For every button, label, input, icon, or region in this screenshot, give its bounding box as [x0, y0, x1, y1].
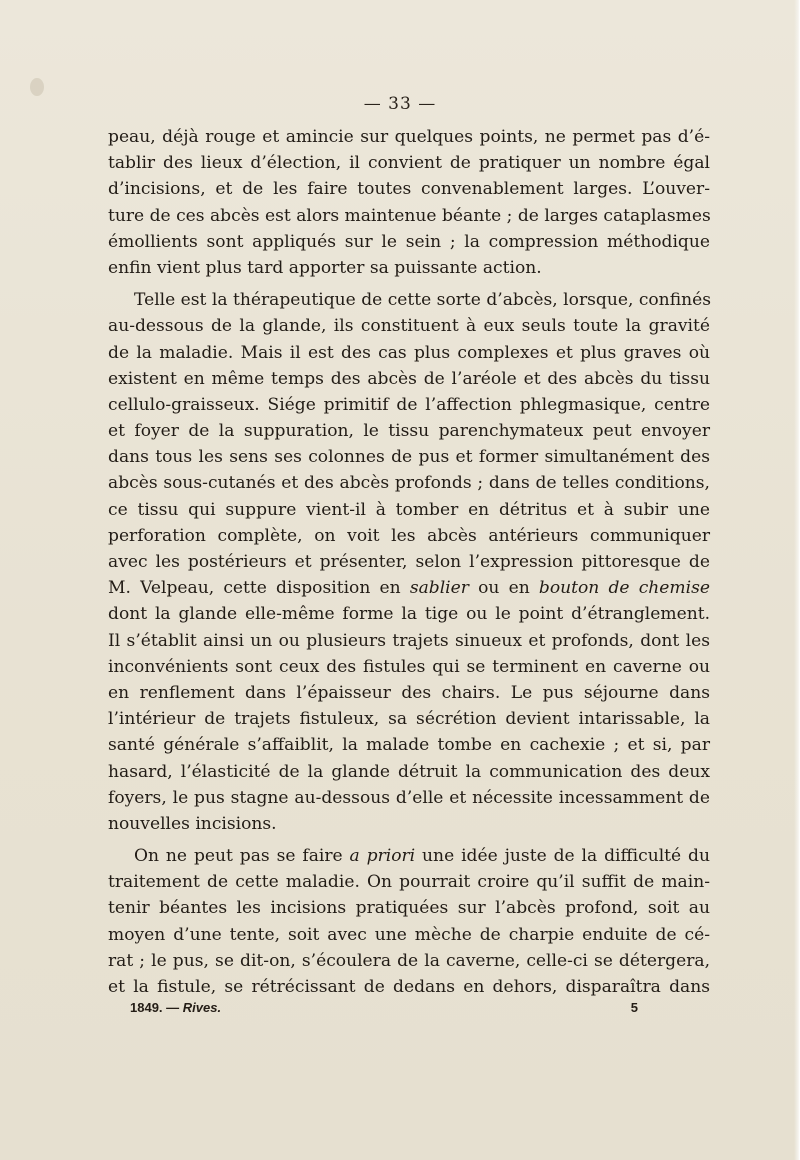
- text-line: dans tous les sens ses colonnes de pus et former simultanément des: [108, 447, 710, 468]
- text-line: On ne peut pas se faire a priori une idée juste de la difficulté du: [134, 846, 710, 867]
- text-line: perforation complète, on voit les abcès antérieurs communiquer: [108, 525, 710, 546]
- printer-signature: 1849. — Rives.: [130, 1000, 222, 1015]
- text-line: en renflement dans l’épaisseur des chairs. Le pus séjourne dans: [108, 682, 710, 703]
- text-line: ce tissu qui suppure vient-il à tomber en détritus et à subir une: [108, 499, 710, 520]
- text-line: d’incisions, et de les faire toutes convenablement larges. L’ouver-: [108, 179, 710, 200]
- text-line: dont la glande elle-même forme la tige ou le point d’étranglement.: [108, 604, 710, 625]
- text-line: foyers, le pus stagne au-dessous d’elle et nécessite incessamment de: [108, 787, 710, 808]
- sheet-number: 5: [630, 1000, 638, 1015]
- text-line: et foyer de la suppuration, le tissu parenchymateux peut envoyer: [108, 421, 710, 442]
- text-line: émollients sont appliqués sur le sein ; la compression méthodique: [108, 231, 710, 252]
- text-line: traitement de cette maladie. On pourrait croire qu’il suffit de main-: [108, 872, 710, 893]
- text-line: ture de ces abcès est alors maintenue béante ; de larges cataplasmes: [108, 205, 711, 226]
- text-line: l’intérieur de trajets fistuleux, sa sécrétion devient intarissable, la: [108, 709, 710, 730]
- text-line: hasard, l’élasticité de la glande détruit la communication des deux: [108, 761, 710, 782]
- text-line: existent en même temps des abcès de l’aréole et des abcès du tissu: [108, 368, 710, 389]
- text-line: M. Velpeau, cette disposition en sablier ou en bouton de chemise: [108, 578, 710, 599]
- text-line: de la maladie. Mais il est des cas plus complexes et plus graves où: [108, 342, 710, 363]
- text-line: peau, déjà rouge et amincie sur quelques points, ne permet pas d’é-: [108, 127, 710, 147]
- page-footer: [130, 1000, 650, 1022]
- text-line: avec les postérieurs et présenter, selon l’expression pittoresque de: [108, 552, 710, 572]
- text-line: Il s’établit ainsi un ou plusieurs trajets sinueux et profonds, dont les: [108, 630, 710, 651]
- text-line: abcès sous-cutanés et des abcès profonds ; dans de telles conditions,: [108, 473, 710, 494]
- text-line: rat ; le pus, se dit-on, s’écoulera de la caverne, celle-ci se détergera,: [108, 950, 710, 971]
- text-line: cellulo-graisseux. Siége primitif de l’affection phlegmasique, centre: [108, 394, 710, 415]
- text-line: au-dessous de la glande, ils constituent à eux seuls toute la gravité: [108, 316, 710, 337]
- text-line: nouvelles incisions.: [108, 813, 277, 834]
- text-line: enfin vient plus tard apporter sa puissante action.: [108, 257, 542, 278]
- text-line: et la fistule, se rétrécissant de dedans en dehors, disparaîtra dans: [108, 977, 710, 997]
- text-line: tablir des lieux d’élection, il convient de pratiquer un nombre égal: [108, 153, 710, 174]
- page-edge: [794, 0, 800, 1160]
- text-line: moyen d’une tente, soit avec une mèche de charpie enduite de cé-: [108, 924, 710, 945]
- page-number: — 33 —: [363, 94, 437, 114]
- text-line: inconvénients sont ceux des fistules qui se terminent en caverne ou: [108, 656, 710, 677]
- text-line: Telle est la thérapeutique de cette sorte d’abcès, lorsque, confinés: [134, 290, 711, 311]
- text-line: santé générale s’affaiblit, la malade tombe en cachexie ; et si, par: [108, 735, 710, 756]
- text-line: tenir béantes les incisions pratiquées sur l’abcès profond, soit au: [108, 898, 710, 919]
- body-text: [108, 124, 710, 1000]
